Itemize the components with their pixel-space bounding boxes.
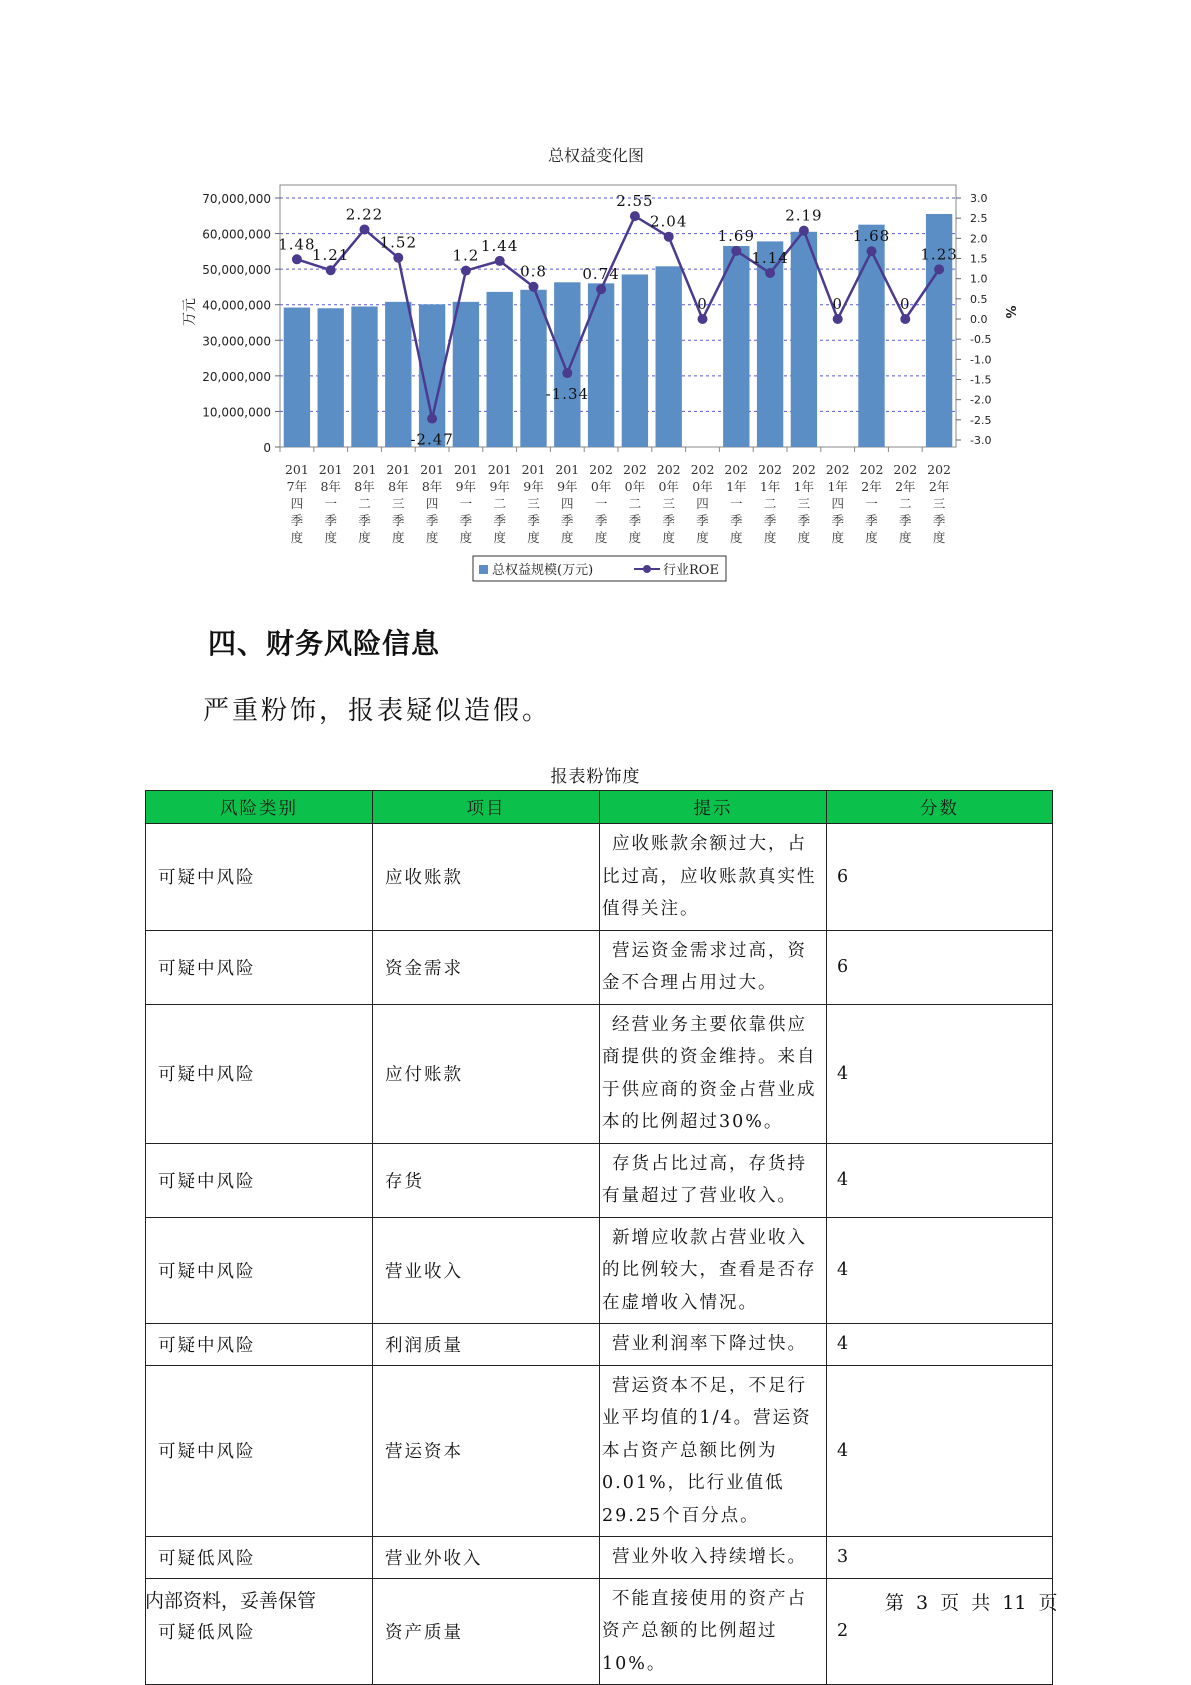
category-label: 季 <box>290 513 304 528</box>
category-label: 201 <box>521 462 546 477</box>
right-tick-label: 3.0 <box>970 192 988 205</box>
table-caption: 报表粉饰度 <box>550 767 641 787</box>
right-tick-label: -2.5 <box>970 413 992 427</box>
risk-item: 营运资本 <box>373 1365 600 1537</box>
roe-point <box>393 253 403 263</box>
category-label: 一 <box>730 496 743 511</box>
category-label: 三 <box>392 496 405 511</box>
risk-tip: 存货占比过高，存货持有量超过了营业收入。 <box>600 1143 827 1217</box>
equity-bar <box>351 306 377 447</box>
category-label: 三 <box>932 496 946 511</box>
legend-bar-swatch <box>479 565 488 574</box>
category-label: 202 <box>690 462 715 477</box>
roe-point <box>900 314 910 324</box>
category-label: 201 <box>420 462 445 477</box>
roe-point <box>698 314 708 324</box>
category-label: 202 <box>589 462 614 477</box>
risk-category: 可疑中风险 <box>146 824 373 931</box>
risk-category: 可疑中风险 <box>146 930 373 1004</box>
risk-tip: 经营业务主要依靠供应商提供的资金维持。来自于供应商的资金占营业成本的比例超过30%。 <box>600 1004 827 1143</box>
table-row <box>146 1004 1053 1143</box>
table-row <box>146 1217 1053 1324</box>
legend-line-label: 行业ROE <box>663 563 719 578</box>
risk-item: 资产质量 <box>373 1578 600 1685</box>
equity-bar <box>858 225 884 447</box>
risk-score: 6 <box>827 824 1053 931</box>
roe-point <box>765 268 775 278</box>
roe-data-label: 1.68 <box>852 227 891 246</box>
risk-category: 可疑中风险 <box>146 1365 373 1537</box>
risk-tip: 营运资本不足，不足行业平均值的1/4。营运资本占资产总额比例为0.01%，比行业值低29.25个百分点。 <box>600 1365 827 1537</box>
roe-data-label: 2.55 <box>616 192 654 211</box>
category-label: 8年 <box>421 479 443 494</box>
category-label: 7年 <box>286 479 308 494</box>
category-label: 201 <box>487 462 512 477</box>
equity-bar <box>723 246 749 447</box>
category-label: 0年 <box>624 479 646 494</box>
category-label: 0年 <box>692 479 713 494</box>
category-label: 202 <box>758 462 783 477</box>
category-label: 201 <box>284 462 309 477</box>
header-item: 项目 <box>373 791 600 824</box>
roe-data-label: 0 <box>900 295 911 313</box>
right-tick-label: 2.5 <box>970 212 988 226</box>
roe-point <box>529 282 539 292</box>
risk-category: 可疑低风险 <box>146 1537 373 1579</box>
left-tick-label: 50,000,000 <box>202 263 271 278</box>
risk-tip: 不能直接使用的资产占资产总额的比例超过10%。 <box>600 1578 827 1685</box>
roe-data-label: -1.34 <box>545 385 590 404</box>
category-label: 季 <box>730 513 743 528</box>
equity-bar <box>622 274 648 447</box>
category-label: 二 <box>358 496 371 511</box>
roe-data-label: -2.47 <box>410 430 454 449</box>
category-label: 三 <box>662 496 675 511</box>
roe-data-label: 1.44 <box>480 236 519 255</box>
risk-item: 利润质量 <box>373 1324 600 1366</box>
category-label: 度 <box>290 530 304 545</box>
category-label: 9年 <box>489 479 510 494</box>
roe-point <box>326 265 336 275</box>
category-label: 季 <box>932 513 946 528</box>
category-label: 二 <box>899 496 912 511</box>
risk-score: 4 <box>827 1143 1053 1217</box>
footer-confidential: 内部资料，妥善保管 <box>145 1590 317 1612</box>
category-label: 二 <box>493 496 506 511</box>
category-label: 四 <box>831 496 844 511</box>
risk-item: 应付账款 <box>373 1004 600 1143</box>
category-label: 度 <box>527 530 540 545</box>
category-label: 201 <box>318 462 343 477</box>
roe-point <box>461 266 471 276</box>
table-row <box>146 1324 1053 1366</box>
risk-tip: 应收账款余额过大，占比过高，应收账款真实性值得关注。 <box>600 824 827 931</box>
roe-data-label: 0 <box>832 295 843 313</box>
roe-point <box>799 226 809 236</box>
category-label: 一 <box>865 496 878 511</box>
category-label: 二 <box>763 496 777 511</box>
category-label: 四 <box>425 496 439 511</box>
equity-bar <box>656 266 682 447</box>
category-label: 0年 <box>590 479 612 494</box>
category-label: 季 <box>797 513 811 528</box>
section-text: 严重粉饰，报表疑似造假。 <box>203 696 552 726</box>
category-label: 度 <box>358 530 371 545</box>
left-tick-label: 20,000,000 <box>202 369 271 384</box>
header-category: 风险类别 <box>146 791 373 824</box>
risk-category: 可疑中风险 <box>146 1004 373 1143</box>
equity-bar <box>385 302 411 447</box>
category-label: 一 <box>459 496 473 511</box>
category-label: 季 <box>358 513 371 528</box>
right-tick-label: 0.5 <box>970 292 988 306</box>
risk-score: 4 <box>827 1365 1053 1537</box>
category-label: 度 <box>865 530 878 545</box>
category-label: 季 <box>628 513 642 528</box>
risk-category: 可疑低风险 <box>146 1578 373 1685</box>
table-row <box>146 1143 1053 1217</box>
category-label: 季 <box>425 513 439 528</box>
chart-title: 总权益变化图 <box>547 146 645 165</box>
category-label: 四 <box>561 496 574 511</box>
equity-bar <box>453 302 479 447</box>
roe-data-label: 1.69 <box>717 226 756 245</box>
roe-point <box>596 284 606 294</box>
category-label: 9年 <box>557 479 578 494</box>
category-label: 度 <box>899 530 912 545</box>
category-label: 9年 <box>523 479 544 494</box>
right-tick-label: -3.0 <box>970 434 992 447</box>
roe-point <box>731 246 741 256</box>
category-label: 季 <box>763 513 777 528</box>
category-label: 202 <box>791 462 816 477</box>
category-label: 1年 <box>759 479 781 494</box>
left-tick-label: 0 <box>263 441 271 455</box>
left-axis-label: 万元 <box>182 298 198 326</box>
category-label: 四 <box>290 496 304 511</box>
category-label: 度 <box>831 530 844 545</box>
roe-data-label: 0.74 <box>582 265 620 284</box>
table-row <box>146 930 1053 1004</box>
category-label: 1年 <box>793 479 815 494</box>
plot-area <box>202 185 991 545</box>
roe-data-label: 1.48 <box>278 235 316 254</box>
plot-frame <box>280 185 956 447</box>
risk-tip: 营业外收入持续增长。 <box>600 1537 827 1579</box>
category-label: 季 <box>594 513 608 528</box>
table-row <box>146 1537 1053 1579</box>
risk-item: 营业外收入 <box>373 1537 600 1579</box>
footer-page-number: 第 3 页 共 11 页 <box>885 1592 1058 1614</box>
risk-score: 4 <box>827 1004 1053 1143</box>
equity-bar <box>284 308 310 447</box>
category-label: 度 <box>797 530 811 545</box>
category-label: 0年 <box>658 479 679 494</box>
risk-tip: 营运资金需求过高，资金不合理占用过大。 <box>600 930 827 1004</box>
category-label: 度 <box>763 530 777 545</box>
risk-item: 资金需求 <box>373 930 600 1004</box>
category-label: 一 <box>324 496 337 511</box>
right-tick-label: 0.0 <box>970 313 988 326</box>
right-tick-label: -1.5 <box>970 373 992 387</box>
right-axis-label: % <box>1002 305 1017 319</box>
roe-point <box>867 246 877 256</box>
category-label: 度 <box>628 530 642 545</box>
risk-score: 2 <box>827 1578 1053 1685</box>
roe-data-label: 1.2 <box>452 246 480 265</box>
roe-data-label: 1.21 <box>311 246 350 265</box>
category-label: 2年 <box>895 479 916 494</box>
category-label: 一 <box>594 496 608 511</box>
roe-point <box>360 224 370 234</box>
risk-score: 4 <box>827 1324 1053 1366</box>
category-label: 四 <box>696 496 709 511</box>
section-title: 四、财务风险信息 <box>208 627 441 660</box>
roe-point <box>292 254 302 264</box>
roe-point <box>427 414 437 424</box>
roe-data-label: 2.04 <box>649 212 688 231</box>
risk-table <box>145 790 1053 1685</box>
equity-bar <box>487 292 513 447</box>
roe-data-label: 2.19 <box>785 206 823 225</box>
table-row <box>146 824 1053 931</box>
header-tip: 提示 <box>600 791 827 824</box>
roe-data-label: 2.22 <box>345 205 384 224</box>
left-tick-label: 70,000,000 <box>202 192 271 206</box>
category-label: 季 <box>662 513 675 528</box>
roe-data-label: 1.23 <box>920 245 958 264</box>
category-label: 度 <box>594 530 608 545</box>
category-label: 度 <box>932 530 946 545</box>
category-label: 201 <box>386 462 411 477</box>
category-label: 度 <box>324 530 337 545</box>
roe-data-label: 0.8 <box>520 262 547 281</box>
right-tick-label: 2.0 <box>970 232 988 246</box>
roe-point <box>495 256 505 266</box>
table-row <box>146 1365 1053 1537</box>
category-label: 202 <box>859 462 884 477</box>
category-label: 季 <box>561 513 574 528</box>
risk-category: 可疑中风险 <box>146 1217 373 1324</box>
roe-point <box>934 264 944 274</box>
right-tick-label: -0.5 <box>970 333 992 347</box>
roe-point <box>562 368 572 378</box>
category-label: 季 <box>324 513 337 528</box>
right-tick-label: 1.0 <box>970 272 988 286</box>
risk-tip: 营业利润率下降过快。 <box>600 1324 827 1366</box>
legend-bar-label: 总权益规模(万元) <box>492 563 594 578</box>
right-tick-label: 1.5 <box>970 252 988 266</box>
category-label: 1年 <box>827 479 848 494</box>
category-label: 201 <box>352 462 377 477</box>
category-label: 季 <box>493 513 506 528</box>
category-label: 201 <box>555 462 580 477</box>
risk-item: 应收账款 <box>373 824 600 931</box>
equity-chart <box>0 0 1191 600</box>
category-label: 季 <box>392 513 405 528</box>
category-label: 三 <box>797 496 811 511</box>
category-label: 202 <box>825 462 850 477</box>
category-label: 2年 <box>861 479 882 494</box>
risk-score: 6 <box>827 930 1053 1004</box>
risk-tip: 新增应收款占营业收入的比例较大，查看是否存在虚增收入情况。 <box>600 1217 827 1324</box>
category-label: 202 <box>724 462 749 477</box>
category-label: 度 <box>493 530 506 545</box>
chart-legend <box>473 556 726 581</box>
roe-point <box>833 314 843 324</box>
roe-data-label: 1.14 <box>751 249 789 268</box>
header-score: 分数 <box>827 791 1053 824</box>
roe-point <box>664 232 674 242</box>
category-label: 二 <box>628 496 642 511</box>
category-label: 202 <box>656 462 681 477</box>
roe-data-label: 0 <box>697 295 708 313</box>
category-label: 202 <box>622 462 647 477</box>
risk-item: 营业收入 <box>373 1217 600 1324</box>
risk-score: 4 <box>827 1217 1053 1324</box>
equity-bar <box>588 283 614 447</box>
left-tick-label: 30,000,000 <box>202 334 271 349</box>
equity-bar <box>791 232 817 447</box>
left-tick-label: 40,000,000 <box>202 298 271 313</box>
table-header-row <box>146 791 1053 824</box>
category-label: 季 <box>899 513 912 528</box>
category-label: 度 <box>730 530 743 545</box>
category-label: 季 <box>696 513 709 528</box>
right-tick-label: -1.0 <box>970 353 992 367</box>
category-label: 季 <box>527 513 540 528</box>
category-label: 季 <box>459 513 473 528</box>
category-label: 1年 <box>726 479 747 494</box>
category-label: 度 <box>662 530 675 545</box>
category-label: 202 <box>893 462 918 477</box>
category-label: 度 <box>392 530 405 545</box>
risk-category: 可疑中风险 <box>146 1143 373 1217</box>
category-label: 季 <box>865 513 878 528</box>
left-tick-label: 10,000,000 <box>202 405 271 420</box>
risk-category: 可疑中风险 <box>146 1324 373 1366</box>
category-label: 8年 <box>354 479 375 494</box>
category-label: 201 <box>453 462 478 477</box>
equity-bar <box>318 308 344 447</box>
risk-score: 3 <box>827 1537 1053 1579</box>
category-label: 度 <box>459 530 473 545</box>
category-label: 度 <box>425 530 439 545</box>
roe-data-label: 1.52 <box>379 233 418 252</box>
right-tick-label: -2.0 <box>970 393 992 407</box>
roe-point <box>630 211 640 221</box>
category-label: 202 <box>927 462 952 477</box>
category-label: 度 <box>696 530 709 545</box>
category-label: 9年 <box>455 479 477 494</box>
category-label: 8年 <box>320 479 341 494</box>
category-label: 8年 <box>388 479 409 494</box>
legend-line-marker <box>643 565 651 573</box>
risk-item: 存货 <box>373 1143 600 1217</box>
left-tick-label: 60,000,000 <box>202 227 271 242</box>
category-label: 度 <box>561 530 574 545</box>
category-label: 2年 <box>928 479 950 494</box>
category-label: 三 <box>527 496 540 511</box>
category-label: 季 <box>831 513 844 528</box>
equity-bar <box>554 282 580 447</box>
